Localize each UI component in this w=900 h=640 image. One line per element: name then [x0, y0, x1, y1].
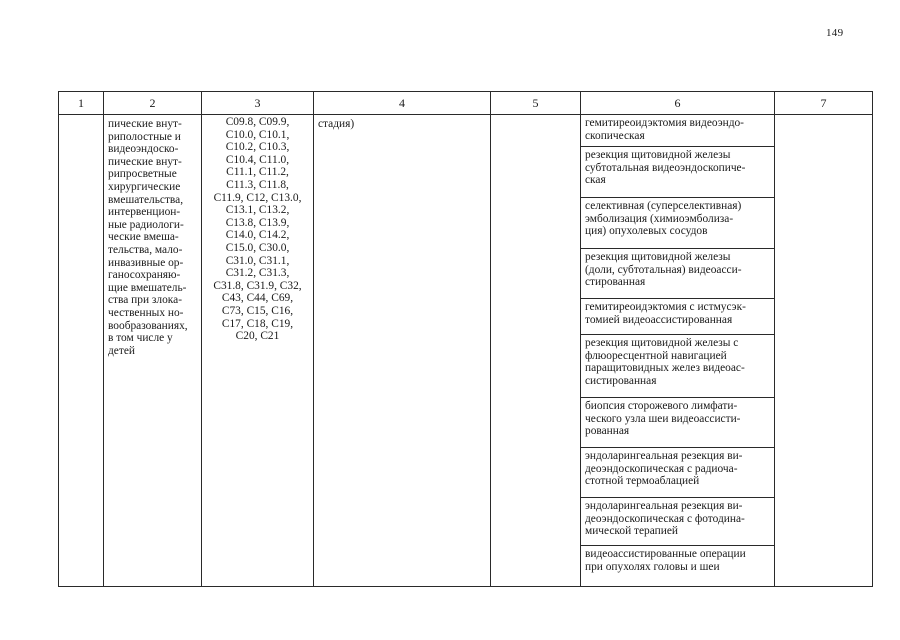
list-item: биопсия сторожевого лимфати- ческого узла шеи видеоассисти- рованная — [581, 398, 774, 448]
column-header-1: 1 — [59, 92, 104, 115]
column-header-5: 5 — [491, 92, 581, 115]
column-header-7: 7 — [775, 92, 873, 115]
column-header-3: 3 — [202, 92, 314, 115]
cell-col7 — [775, 115, 873, 587]
list-item: резекция щитовидной железы с флюоресцентной навигацией паращитовидных желез видеоас- систированная — [581, 335, 774, 398]
cell-stage — [314, 115, 491, 587]
list-item: гемитиреоидэктомия с истмусэк- томией видеоассистированная — [581, 299, 774, 335]
list-item: резекция щитовидной железы (доли, субтотальная) видеоасси- стированная — [581, 249, 774, 299]
page-number: 149 — [826, 27, 844, 39]
intervention-type-text: пические внут- риполостные и видеоэндоско- пические внут- рипросветные хирургические вмешательства, интервенцион- ные радиологи- ческие вмеша- тельства, мало- инвазивные ор- ганосохраняю- щие вмешатель- ства при злока- чественных но- вообразованиях, в том числе у детей — [108, 118, 188, 357]
cell-intervention-type — [104, 115, 202, 587]
treatment-table — [58, 91, 873, 587]
cell-treatment-methods — [581, 115, 775, 587]
cell-col5 — [491, 115, 581, 587]
list-item: резекция щитовидной железы субтотальная видеоэндоскопиче- ская — [581, 147, 774, 198]
list-item: эндоларингеальная резекция ви- деоэндоскопическая с фотодина- мической терапией — [581, 498, 774, 546]
treatment-methods-list — [581, 115, 774, 586]
column-header-6: 6 — [581, 92, 775, 115]
table-row — [59, 115, 873, 587]
stage-text: стадия) — [318, 118, 355, 130]
header-row — [59, 92, 873, 115]
icd-codes-text: C09.8, C09.9, C10.0, C10.1, C10.2, C10.3, C10.4, C11.0, C11.1, C11.2, C11.3, C11.8, C11.9, C12, C13.0, C13.1, C13.2, C13.8, C13.9, C14.0, C14.2, C15.0, C30.0, C31.0, C31.1, C31.2, C31.3, C31.8, C31.9, C32, C43, C44, C69, C73, C15, C16, C17, C18, C19, C20, C21 — [213, 116, 302, 343]
list-item: селективная (суперселективная) эмболизация (химиоэмболиза- ция) опухолевых сосудов — [581, 198, 774, 249]
cell-icd-codes — [202, 115, 314, 587]
column-header-4: 4 — [314, 92, 491, 115]
cell-col1 — [59, 115, 104, 587]
list-item: видеоассистированные операции при опухолях головы и шеи — [585, 548, 746, 573]
list-item: гемитиреоидэктомия видеоэндо- скопическая — [581, 115, 774, 147]
column-header-2: 2 — [104, 92, 202, 115]
list-item: эндоларингеальная резекция ви- деоэндоскопическая с радиоча- стотной термоаблацией — [581, 448, 774, 498]
